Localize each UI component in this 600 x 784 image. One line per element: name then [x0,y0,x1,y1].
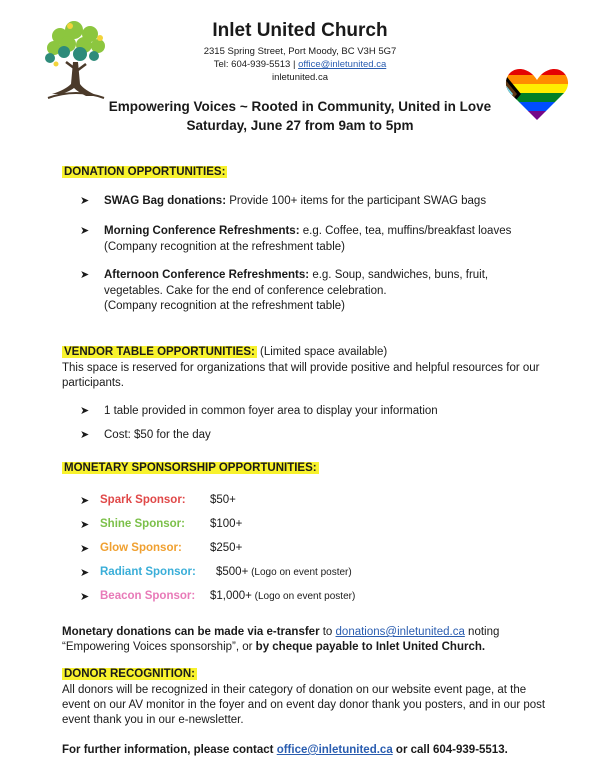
vendor-heading: VENDOR TABLE OPPORTUNITIES: (Limited space available) [64,346,388,358]
sponsor-row-spark [82,494,502,510]
arrow-bullet-icon: ➤ [80,405,90,417]
list-item: ➤ SWAG Bag donations: Provide 100+ items for the participant SWAG bags [82,194,522,210]
sponsor-row-shine [82,518,502,534]
recognition-heading: DONOR RECOGNITION: [64,668,195,680]
contact-line: For further information, please contact office@inletunited.ca or call 604-939-5513. [62,744,508,756]
arrow-bullet-icon: ➤ [80,195,90,207]
arrow-bullet-icon: ➤ [80,225,90,237]
arrow-bullet-icon: ➤ [80,495,90,507]
arrow-bullet-icon: ➤ [80,543,90,555]
arrow-bullet-icon: ➤ [80,567,90,579]
list-item: ➤ 1 table provided in common foyer area to display your information [82,404,522,420]
tree-logo [40,18,112,106]
sponsor-tier-name: Beacon Sponsor: [100,590,196,602]
event-tagline: Empowering Voices ~ Rooted in Community, United in Love [108,99,492,114]
sponsor-tier-name: Shine Sponsor: [100,518,185,530]
sponsor-tier-amount: $100+ [210,518,243,530]
sponsor-tier-name: Spark Sponsor: [100,494,186,506]
office-email-link[interactable]: office@inletunited.ca [298,59,387,70]
sponsor-row-glow [82,542,502,558]
church-address: 2315 Spring Street, Port Moody, BC V3H 5G7 [203,46,397,57]
list-item: ➤ Afternoon Conference Refreshments: e.g. Soup, sandwiches, buns, fruit, vegetables. Cake for the end of conference celebration. (Company recognition at the refreshment table) [80,269,489,312]
event-date: Saturday, June 27 from 9am to 5pm [186,118,414,133]
arrow-bullet-icon: ➤ [80,591,90,603]
church-website[interactable]: inletunited.ca [272,72,328,83]
church-name: Inlet United Church [212,20,388,41]
recognition-text: All donors will be recognized in their category of donation on our website event page, at the event on our AV monitor in the foyer and on event day donor thank you posters, and in our post event thank you in our e-newsletter. [62,684,546,726]
donation-heading: DONATION OPPORTUNITIES: [64,166,226,178]
monetary-heading: MONETARY SPONSORSHIP OPPORTUNITIES: [64,462,317,474]
vendor-description: This space is reserved for organizations that will provide positive and helpful resources for our participants. [62,362,540,389]
arrow-bullet-icon: ➤ [80,269,90,281]
arrow-bullet-icon: ➤ [80,429,90,441]
contact-email-link[interactable]: office@inletunited.ca [276,744,393,756]
telephone: Tel: 604-939-5513 | [213,59,299,70]
payment-instructions: Monetary donations can be made via e-transfer to donations@inletunited.ca noting “Empowering Voices sponsorship”, or by cheque payable to Inlet United Church. [62,626,500,653]
sponsor-tier-amount: $1,000+ (Logo on event poster) [210,590,356,602]
church-contact-line [150,58,450,71]
sponsor-tier-amount: $50+ [210,494,236,506]
sponsor-tier-amount: $250+ [210,542,243,554]
sponsor-row-radiant [82,566,502,582]
list-item: ➤ Cost: $50 for the day [82,428,522,444]
sponsor-tier-name: Glow Sponsor: [100,542,182,554]
sponsor-row-beacon [82,590,502,606]
list-item: ➤ Morning Conference Refreshments: e.g. Coffee, tea, muffins/breakfast loaves (Company recognition at the refreshment table) [80,225,512,253]
sponsor-tier-amount: $500+ (Logo on event poster) [216,566,352,578]
donations-email-link[interactable]: donations@inletunited.ca [335,626,465,638]
arrow-bullet-icon: ➤ [80,519,90,531]
sponsor-tier-name: Radiant Sponsor: [100,566,196,578]
